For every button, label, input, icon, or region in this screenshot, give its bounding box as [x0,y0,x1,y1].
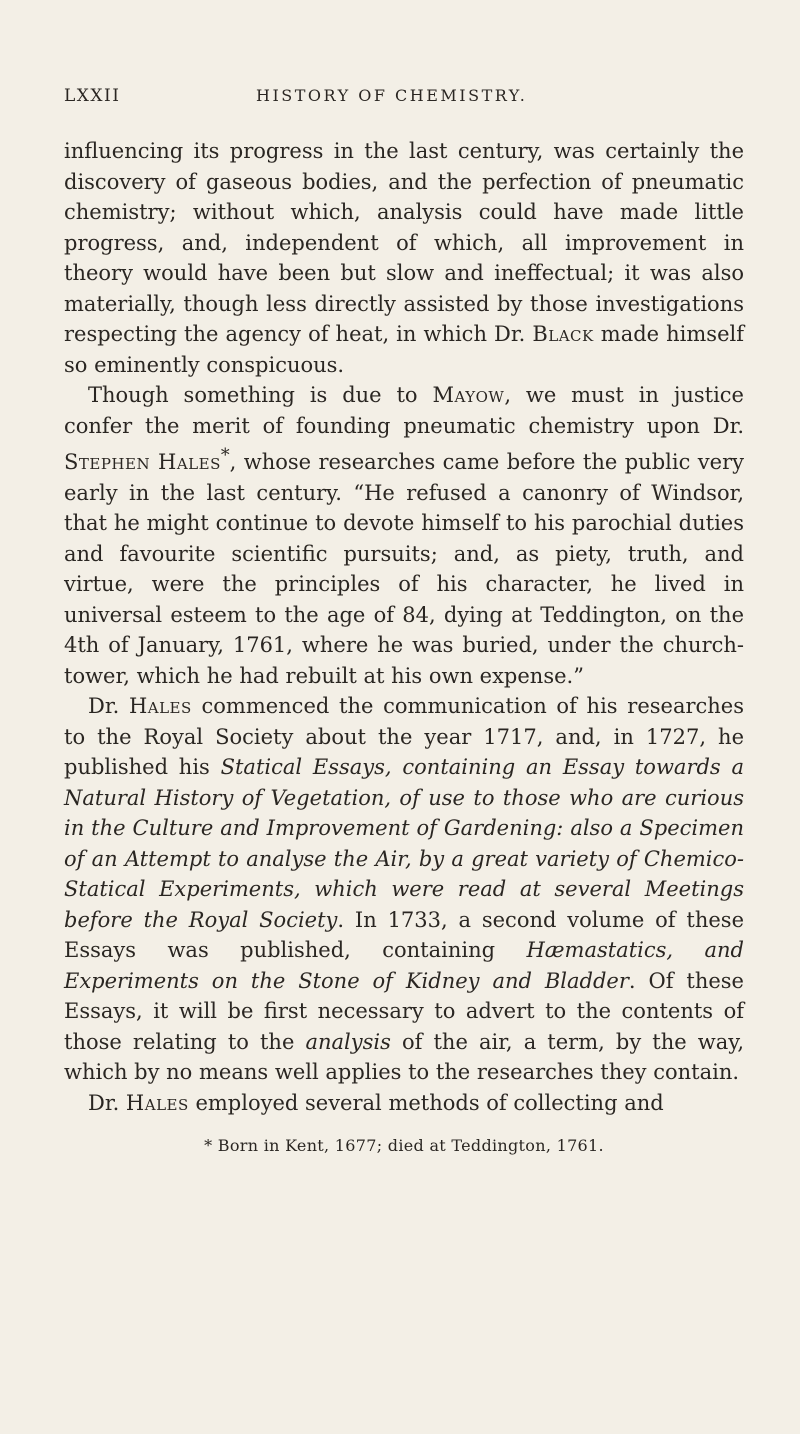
page-number: LXXII [64,86,121,106]
paragraph [64,136,744,380]
body-text [64,136,744,1118]
italic-text: Hæmastatics, and Experiments on the Stone of Kidney and Bladder [64,938,744,993]
italic-text: analysis [305,1029,391,1054]
text-run: . In 1733, a second volume of these Essays was published, containing [64,907,744,962]
name-smallcaps: Black [532,322,594,346]
text-run: Dr. [88,1090,126,1115]
text-run: , whose researches came before the public very early in the last century. “He refused a canonry of Windsor, that he might continue to devote himself to his parochial duties and favourite scientific pursuits; and, as piety, truth, and virtue, were the principles of his character, he lived in universal esteem to the age of 84, dying at Teddington, on the 4th of January, 1761, where he was buried, under the church-tower, which he had rebuilt at his own expense.” [64,450,744,688]
name-smallcaps: Hales [125,1090,189,1115]
italic-text: Statical Essays, containing an Essay towards a Natural History of Vegetation, of use to those who are curious in the Culture and Improvement of Gardening: also a Specimen of an Attempt to analyse the Air, by a great variety of Chemico-Statical Experiments, which were read at several Meetings before the Royal Society [64,755,745,932]
text-run: employed several methods of collecting and [188,1090,664,1115]
paragraph [64,380,744,691]
book-page [64,86,744,1155]
name-smallcaps: Stephen Hales [64,450,221,474]
text-run: influencing its progress in the last century, was certainly the discovery of gaseous bodies, and the perfection of pneumatic chemistry; without which, analysis could have made little progress, and, independent of which, all improvement in theory would have been but slow and ineffectual; it was also materially, though less directly assisted by those investigations respecting the agency of heat, in which Dr. [64,139,744,346]
paragraph [64,1088,744,1119]
text-run: Dr. [88,694,129,718]
name-smallcaps: Mayow [432,383,505,407]
name-smallcaps: Hales [128,694,192,718]
page-header [64,86,744,114]
text-run: Though something is due to [88,383,433,407]
footnote: * Born in Kent, 1677; died at Teddington, 1761. [204,1136,604,1155]
footnote-marker: * [220,446,230,466]
text-run: . Of these Essays, it will be first necessary to advert to the contents of those relating to the [64,968,744,1054]
running-title: HISTORY OF CHEMISTRY. [256,86,528,105]
text-run: commenced the communication of his researches to the Royal Society about the year 1717, and, in 1727, he published his [64,694,744,779]
text-run: of the air, a term, by the way, which by no means well applies to the researches they contain. [64,1029,745,1084]
paragraph [64,691,744,1088]
text-run: made himself so eminently conspicuous. [64,322,744,377]
text-run: , we must in justice confer the merit of founding pneumatic chemistry upon Dr. [64,383,744,438]
